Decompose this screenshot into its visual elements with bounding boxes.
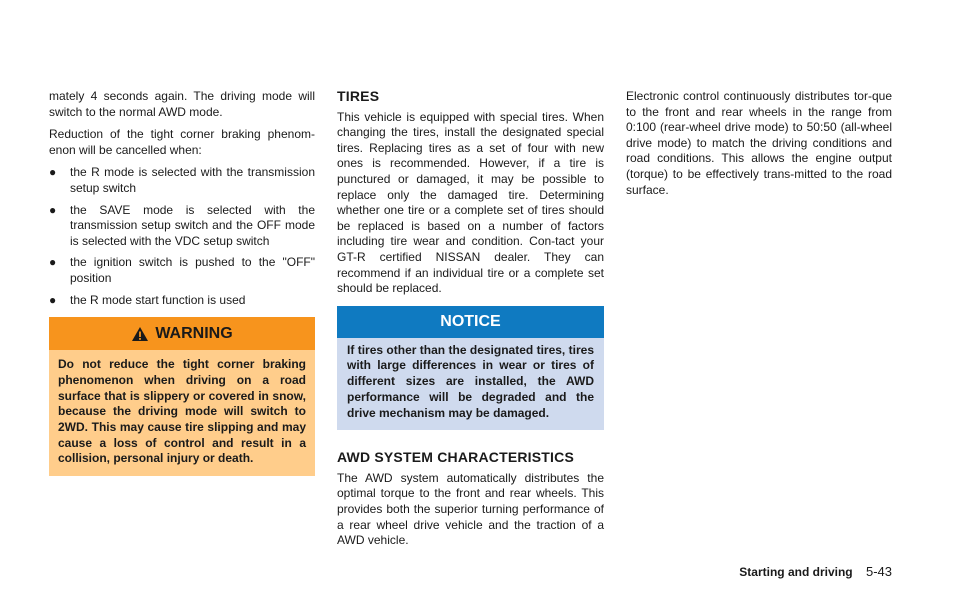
warning-header (49, 317, 315, 350)
warning-triangle-icon (131, 326, 149, 342)
right-column (626, 89, 892, 205)
bullet-icon: ● (49, 255, 57, 270)
bullet-icon: ● (49, 165, 57, 180)
tires-heading: TIRES (337, 88, 380, 104)
reduction-cancel-paragraph: Reduction of the tight corner braking phenom-enon will be cancelled when: (49, 127, 315, 157)
list-item: ● the SAVE mode is selected with the transmission setup switch and the OFF mode is selected with the VDC setup switch (49, 202, 315, 248)
notice-text: If tires other than the designated tires, tires with large differences in wear or tires of different sizes are installed, the AWD performance will be degraded and the drive mechanism may be damaged. (347, 342, 594, 420)
section-name: Starting and driving (739, 565, 853, 579)
warning-box (49, 317, 315, 476)
torque-paragraph: Electronic control continuously distributes tor-que to the front and rear wheels in the range from 0:100 (rear-wheel drive mode) to 50:50 (all-wheel drive mode) to match the driving conditions and road conditions. This allows the engine output (torque) to be effectively trans-mitted to the road surface. (626, 89, 892, 197)
list-item: ● the ignition switch is pushed to the "OFF" position (49, 255, 315, 285)
page-number: 5-43 (865, 564, 892, 579)
left-column (49, 89, 315, 476)
page-footer (739, 564, 892, 579)
cancel-conditions-list (49, 165, 315, 308)
awd-heading: AWD SYSTEM CHARACTERISTICS (337, 449, 574, 466)
continued-paragraph: mately 4 seconds again. The driving mode will switch to the normal AWD mode. (49, 89, 315, 119)
list-item: ● the R mode start function is used (49, 292, 246, 307)
middle-column (337, 89, 604, 556)
notice-header: NOTICE (337, 306, 604, 338)
warning-text: Do not reduce the tight corner braking phenomenon when driving on a road surface that is slippery or covered in snow, because the driving mode will switch to 2WD. This may cause tire slipping and may cause a loss of control and result in a collision, personal injury or death. (58, 357, 306, 466)
warning-title: WARNING (155, 324, 233, 342)
bullet-icon: ● (49, 292, 57, 307)
bullet-icon: ● (49, 202, 57, 217)
notice-box (337, 306, 604, 431)
list-item: ● the R mode is selected with the transmission setup switch (49, 165, 315, 195)
awd-paragraph: The AWD system automatically distributes the optimal torque to the front and rear wheels. This provides both the superior turning performance of a rear wheel drive vehicle and the traction of a AWD vehicle. (337, 470, 604, 548)
tires-paragraph: This vehicle is equipped with special tires. When changing the tires, install the designated special tires. Replacing tires as a set of four with new ones is recommended. However, if a tire is punctured or damaged, it may be possible to replace only the damaged tire. Determining whether one tire or a complete set of tires should be replaced is based on a number of factors including tire wear and condition. Con-tact your GT-R certified NISSAN dealer. They can recommend if an individual tire or a complete set should be replaced. (337, 109, 604, 296)
